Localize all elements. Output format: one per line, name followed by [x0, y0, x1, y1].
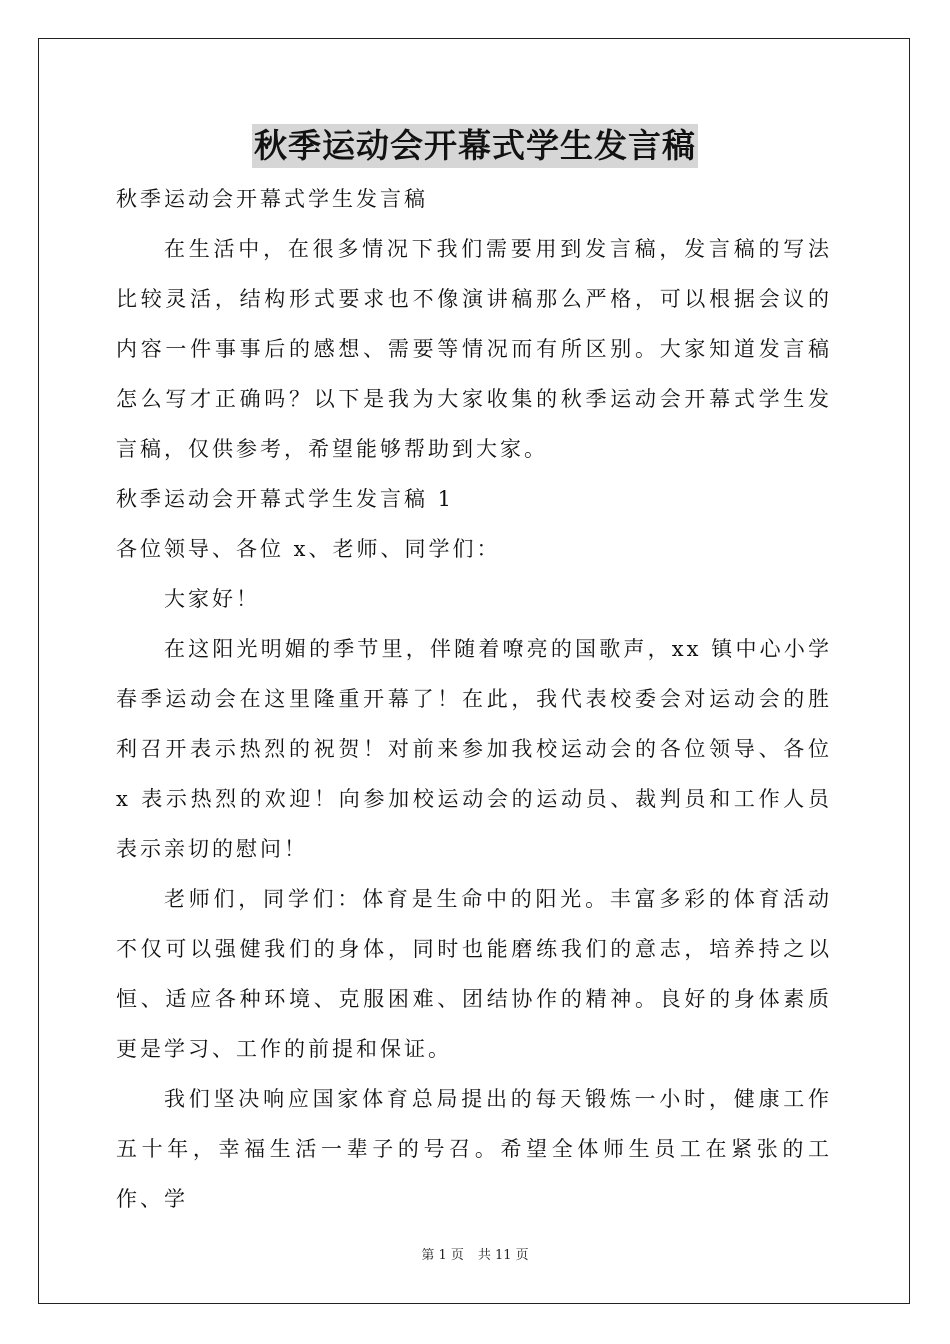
page-total: 共 11 页 — [477, 1248, 529, 1263]
title-container — [0, 124, 950, 168]
page-footer — [0, 1244, 950, 1263]
section-heading: 秋季运动会开幕式学生发言稿 1 — [116, 487, 455, 511]
intro-paragraph: 在生活中，在很多情况下我们需要用到发言稿，发言稿的写法比较灵活，结构形式要求也不像演讲稿那么严格，可以根据会议的内容一件事事后的感想、需要等情况而有所区别。大家知道发言稿怎么写才正确吗？以下是我为大家收集的秋季运动会开幕式学生发言稿，仅供参考，希望能够帮助到大家。 — [116, 237, 832, 461]
page-number: 第 1 页 — [421, 1248, 464, 1263]
body-paragraph-1: 在这阳光明媚的季节里，伴随着嘹亮的国歌声，xx 镇中心小学春季运动会在这里隆重开幕了！在此，我代表校委会对运动会的胜利召开表示热烈的祝贺！对前来参加我校运动会的各位领导、各位 x 表示热烈的欢迎！向参加校运动会的运动员、裁判员和工作人员表示亲切的慰问！ — [116, 637, 833, 861]
body-paragraph-2: 老师们，同学们：体育是生命中的阳光。丰富多彩的体育活动不仅可以强健我们的身体，同时也能磨练我们的意志，培养持之以恒、适应各种环境、克服困难、团结协作的精神。良好的身体素质更是学习、工作的前提和保证。 — [116, 887, 832, 1061]
document-subtitle: 秋季运动会开幕式学生发言稿 — [116, 187, 428, 211]
document-body — [116, 174, 832, 1224]
document-title: 秋季运动会开幕式学生发言稿 — [252, 124, 698, 168]
salutation-line: 各位领导、各位 x、老师、同学们： — [116, 537, 501, 561]
body-paragraph-3: 我们坚决响应国家体育总局提出的每天锻炼一小时，健康工作五十年，幸福生活一辈子的号召。希望全体师生员工在紧张的工作、学 — [116, 1087, 832, 1211]
greeting-line: 大家好！ — [164, 587, 260, 611]
